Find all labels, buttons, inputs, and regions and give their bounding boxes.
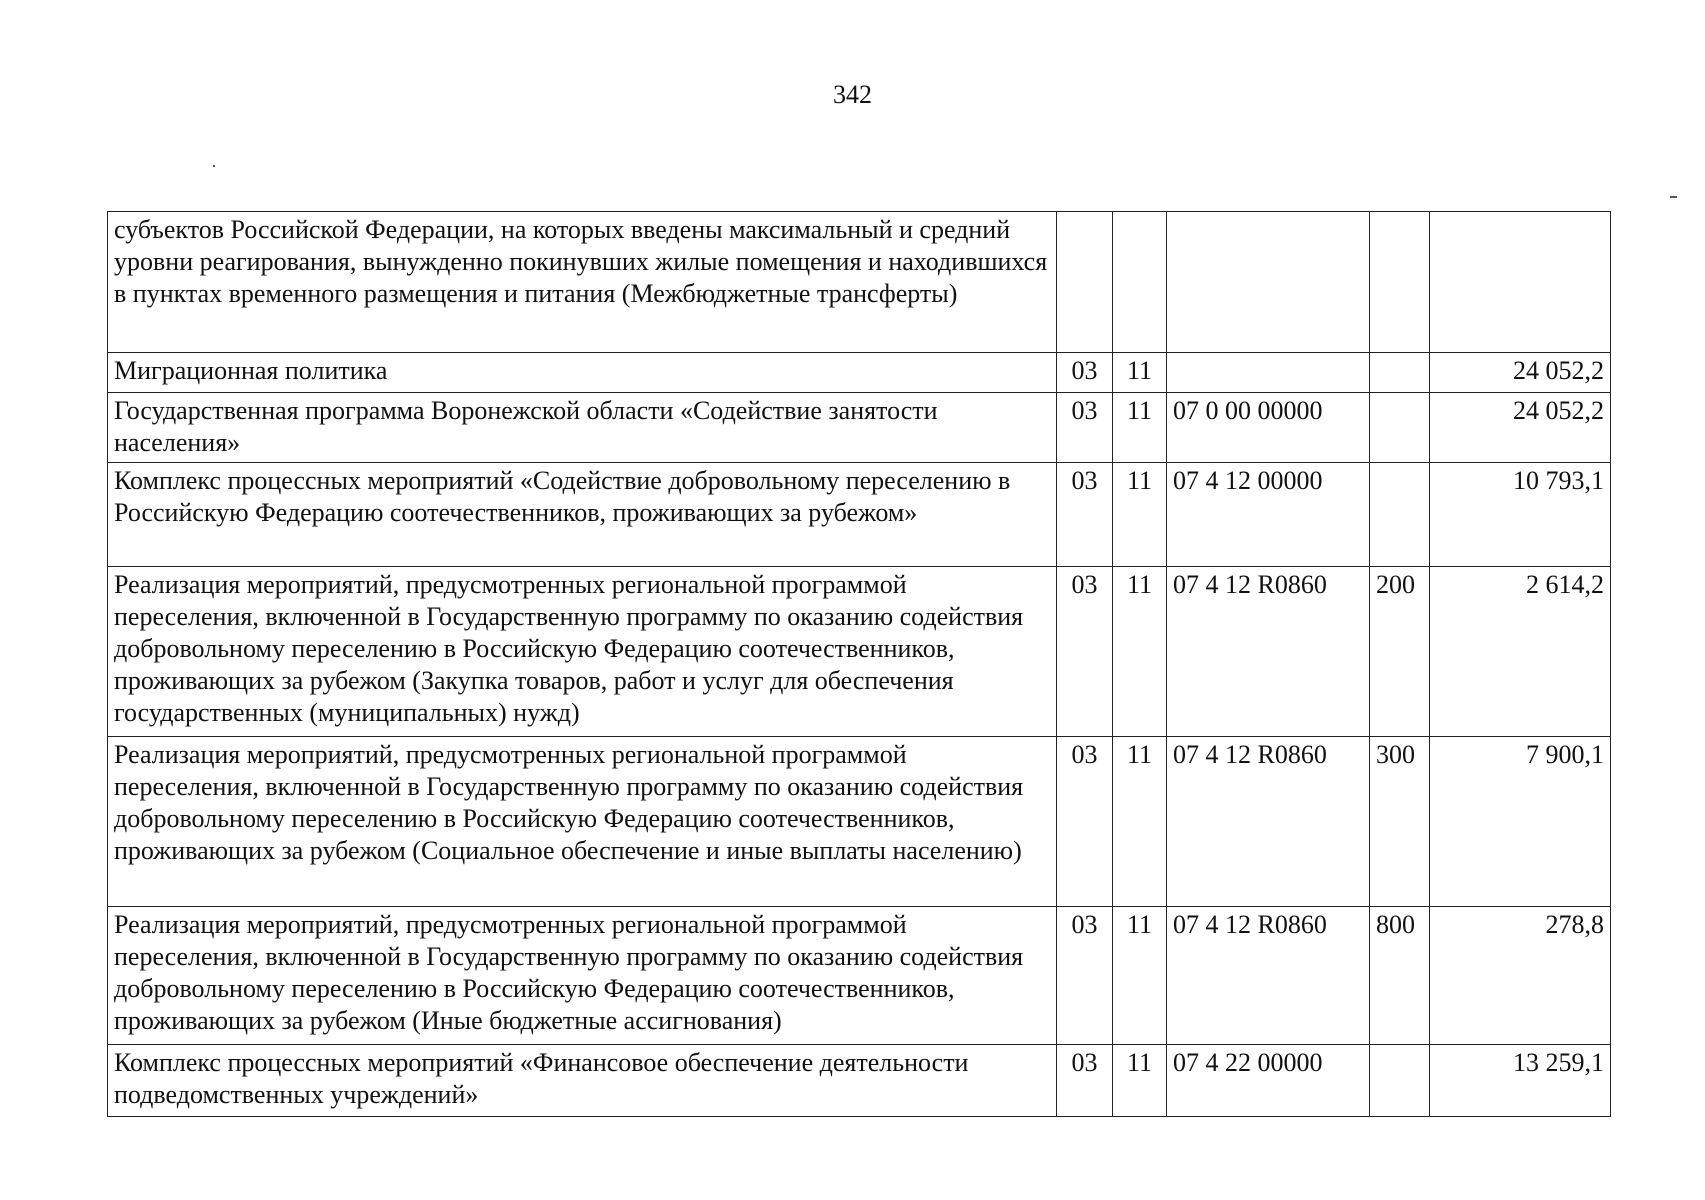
row-target-article-cell: 07 4 12 R0860 [1167, 907, 1370, 1045]
row-amount-cell: 13 259,1 [1430, 1045, 1611, 1117]
scan-speck [1670, 196, 1677, 198]
row-expense-type-cell [1370, 1045, 1430, 1117]
row-subsection-cell: 11 [1113, 567, 1167, 737]
table-row [108, 1045, 1611, 1117]
row-subsection-cell: 11 [1113, 907, 1167, 1045]
table-row [108, 353, 1611, 393]
row-amount-cell: 7 900,1 [1430, 737, 1611, 907]
row-name-cell: Реализация мероприятий, предусмотренных региональной программой переселения, включенной в Государственную программу по оказанию содействия добровольному переселению в Российскую Федерацию соотечественников, проживающих за рубежом (Социальное обеспечение и иные выплаты населению) [108, 737, 1057, 907]
budget-table [107, 211, 1611, 1117]
table-row [108, 567, 1611, 737]
row-section-cell: 03 [1057, 907, 1113, 1045]
row-target-article-cell [1167, 212, 1370, 353]
row-subsection-cell: 11 [1113, 1045, 1167, 1117]
row-section-cell: 03 [1057, 353, 1113, 393]
row-amount-cell: 278,8 [1430, 907, 1611, 1045]
row-subsection-cell: 11 [1113, 463, 1167, 567]
row-name-cell: Реализация мероприятий, предусмотренных региональной программой переселения, включенной в Государственную программу по оказанию содействия добровольному переселению в Российскую Федерацию соотечественников, проживающих за рубежом (Закупка товаров, работ и услуг для обеспечения государственных (муниципальных) нужд) [108, 567, 1057, 737]
row-expense-type-cell [1370, 212, 1430, 353]
row-subsection-cell: 11 [1113, 737, 1167, 907]
row-expense-type-cell [1370, 393, 1430, 463]
row-section-cell: 03 [1057, 1045, 1113, 1117]
row-amount-cell: 2 614,2 [1430, 567, 1611, 737]
row-expense-type-cell: 200 [1370, 567, 1430, 737]
scan-speck [213, 165, 215, 167]
row-name-cell: Комплекс процессных мероприятий «Содействие добровольному переселению в Российскую Федерацию соотечественников, проживающих за рубежом» [108, 463, 1057, 567]
table-row [108, 212, 1611, 353]
table-row [108, 463, 1611, 567]
page-number: 342 [833, 80, 872, 109]
row-target-article-cell: 07 4 12 R0860 [1167, 567, 1370, 737]
row-expense-type-cell: 800 [1370, 907, 1430, 1045]
row-target-article-cell: 07 4 12 00000 [1167, 463, 1370, 567]
row-target-article-cell: 07 0 00 00000 [1167, 393, 1370, 463]
row-amount-cell: 24 052,2 [1430, 393, 1611, 463]
table-row [108, 737, 1611, 907]
table-row [108, 907, 1611, 1045]
row-amount-cell: 10 793,1 [1430, 463, 1611, 567]
row-name-cell: Реализация мероприятий, предусмотренных региональной программой переселения, включенной в Государственную программу по оказанию содействия добровольному переселению в Российскую Федерацию соотечественников, проживающих за рубежом (Иные бюджетные ассигнования) [108, 907, 1057, 1045]
row-subsection-cell [1113, 212, 1167, 353]
row-name-cell: Миграционная политика [108, 353, 1057, 393]
row-expense-type-cell [1370, 463, 1430, 567]
row-subsection-cell: 11 [1113, 393, 1167, 463]
row-name-cell: Государственная программа Воронежской области «Содействие занятости населения» [108, 393, 1057, 463]
row-expense-type-cell: 300 [1370, 737, 1430, 907]
row-name-cell: Комплекс процессных мероприятий «Финансовое обеспечение деятельности подведомственных учреждений» [108, 1045, 1057, 1117]
row-amount-cell: 24 052,2 [1430, 353, 1611, 393]
row-section-cell: 03 [1057, 567, 1113, 737]
row-target-article-cell: 07 4 12 R0860 [1167, 737, 1370, 907]
row-section-cell [1057, 212, 1113, 353]
row-amount-cell [1430, 212, 1611, 353]
row-expense-type-cell [1370, 353, 1430, 393]
row-target-article-cell: 07 4 22 00000 [1167, 1045, 1370, 1117]
row-name-cell: субъектов Российской Федерации, на которых введены максимальный и средний уровни реагирования, вынужденно покинувших жилые помещения и находившихся в пунктах временного размещения и питания (Межбюджетные трансферты) [108, 212, 1057, 353]
table-row [108, 393, 1611, 463]
row-section-cell: 03 [1057, 737, 1113, 907]
row-target-article-cell [1167, 353, 1370, 393]
row-section-cell: 03 [1057, 393, 1113, 463]
row-section-cell: 03 [1057, 463, 1113, 567]
row-subsection-cell: 11 [1113, 353, 1167, 393]
